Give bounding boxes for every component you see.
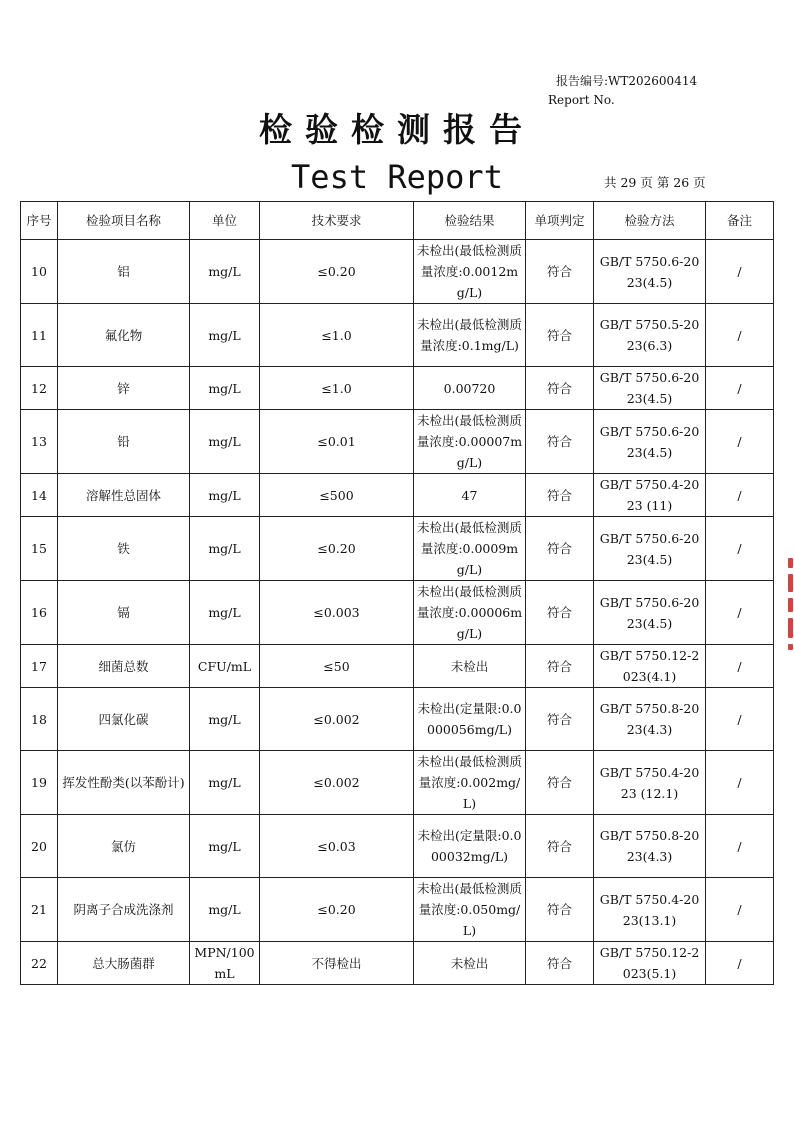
cell-requirement: ≤0.20 [260, 517, 414, 581]
cell-item: 阴离子合成洗涤剂 [58, 878, 190, 942]
cell-judgement: 符合 [526, 367, 594, 410]
cell-result: 未检出(最低检测质量浓度:0.0012mg/L) [414, 240, 526, 304]
cell-result: 未检出(最低检测质量浓度:0.00006mg/L) [414, 581, 526, 645]
report-no-label-en: Report No. [548, 93, 615, 107]
cell-method: GB/T 5750.6-2023(4.5) [594, 517, 706, 581]
cell-no: 13 [21, 410, 58, 474]
col-header-remark: 备注 [706, 202, 774, 240]
cell-unit: mg/L [190, 517, 260, 581]
cell-unit: mg/L [190, 240, 260, 304]
table-row [21, 367, 774, 410]
cell-result: 未检出(最低检测质量浓度:0.050mg/L) [414, 878, 526, 942]
cell-requirement: ≤0.20 [260, 240, 414, 304]
cell-result: 未检出(定量限:0.0000056mg/L) [414, 688, 526, 751]
cell-unit: mg/L [190, 688, 260, 751]
cell-remark: / [706, 878, 774, 942]
cell-item: 细菌总数 [58, 645, 190, 688]
col-header-unit: 单位 [190, 202, 260, 240]
cell-judgement: 符合 [526, 645, 594, 688]
cell-remark: / [706, 815, 774, 878]
table-row [21, 581, 774, 645]
cell-requirement: ≤0.003 [260, 581, 414, 645]
cell-method: GB/T 5750.8-2023(4.3) [594, 688, 706, 751]
cell-no: 18 [21, 688, 58, 751]
cell-item: 溶解性总固体 [58, 474, 190, 517]
cell-remark: / [706, 304, 774, 367]
cell-remark: / [706, 645, 774, 688]
cell-remark: / [706, 581, 774, 645]
table-header-row [21, 202, 774, 240]
cell-remark: / [706, 474, 774, 517]
cell-no: 17 [21, 645, 58, 688]
cell-judgement: 符合 [526, 240, 594, 304]
table-row [21, 517, 774, 581]
report-title-cn: 检验检测报告 [259, 110, 535, 149]
cell-no: 10 [21, 240, 58, 304]
col-header-method: 检验方法 [594, 202, 706, 240]
test-results-table [20, 201, 774, 985]
cell-method: GB/T 5750.4-2023 (12.1) [594, 751, 706, 815]
cell-remark: / [706, 942, 774, 985]
cell-item: 氟化物 [58, 304, 190, 367]
cell-judgement: 符合 [526, 304, 594, 367]
cell-requirement: ≤0.03 [260, 815, 414, 878]
cell-unit: mg/L [190, 581, 260, 645]
cell-requirement: ≤50 [260, 645, 414, 688]
cell-judgement: 符合 [526, 581, 594, 645]
cell-unit: mg/L [190, 474, 260, 517]
cell-method: GB/T 5750.6-2023(4.5) [594, 367, 706, 410]
cell-item: 四氯化碳 [58, 688, 190, 751]
cell-result: 未检出 [414, 942, 526, 985]
cell-unit: mg/L [190, 815, 260, 878]
cell-judgement: 符合 [526, 474, 594, 517]
cell-result: 0.00720 [414, 367, 526, 410]
cell-unit: MPN/100mL [190, 942, 260, 985]
cell-result: 未检出 [414, 645, 526, 688]
table-row [21, 688, 774, 751]
cell-remark: / [706, 751, 774, 815]
cell-no: 21 [21, 878, 58, 942]
cell-judgement: 符合 [526, 942, 594, 985]
cell-result: 未检出(最低检测质量浓度:0.0009mg/L) [414, 517, 526, 581]
cell-item: 挥发性酚类(以苯酚计) [58, 751, 190, 815]
col-header-requirement: 技术要求 [260, 202, 414, 240]
cell-method: GB/T 5750.8-2023(4.3) [594, 815, 706, 878]
cell-unit: mg/L [190, 878, 260, 942]
report-no-label-cn: 报告编号: [556, 74, 609, 88]
cell-method: GB/T 5750.5-2023(6.3) [594, 304, 706, 367]
cell-item: 镉 [58, 581, 190, 645]
page-info: 共 29 页 第 26 页 [604, 175, 706, 190]
cell-no: 19 [21, 751, 58, 815]
cell-judgement: 符合 [526, 517, 594, 581]
cell-judgement: 符合 [526, 751, 594, 815]
cell-no: 11 [21, 304, 58, 367]
cell-no: 15 [21, 517, 58, 581]
cell-remark: / [706, 367, 774, 410]
cell-result: 未检出(最低检测质量浓度:0.00007mg/L) [414, 410, 526, 474]
cell-item: 锌 [58, 367, 190, 410]
cell-unit: mg/L [190, 304, 260, 367]
cell-method: GB/T 5750.6-2023(4.5) [594, 410, 706, 474]
cell-unit: CFU/mL [190, 645, 260, 688]
cell-method: GB/T 5750.6-2023(4.5) [594, 240, 706, 304]
report-no-value: WT202600414 [608, 74, 698, 88]
table-row [21, 878, 774, 942]
cell-item: 铝 [58, 240, 190, 304]
table-row [21, 240, 774, 304]
table-row [21, 645, 774, 688]
cell-unit: mg/L [190, 367, 260, 410]
table-row [21, 815, 774, 878]
report-number [548, 72, 697, 110]
cell-unit: mg/L [190, 751, 260, 815]
cell-result: 未检出(最低检测质量浓度:0.002mg/L) [414, 751, 526, 815]
cell-result: 未检出(最低检测质量浓度:0.1mg/L) [414, 304, 526, 367]
cell-item: 氯仿 [58, 815, 190, 878]
cell-requirement: 不得检出 [260, 942, 414, 985]
cell-requirement: ≤1.0 [260, 367, 414, 410]
cell-result: 47 [414, 474, 526, 517]
cell-result: 未检出(定量限:0.000032mg/L) [414, 815, 526, 878]
col-header-result: 检验结果 [414, 202, 526, 240]
cell-no: 14 [21, 474, 58, 517]
cell-item: 铁 [58, 517, 190, 581]
cell-no: 12 [21, 367, 58, 410]
cell-remark: / [706, 517, 774, 581]
cell-method: GB/T 5750.4-2023(13.1) [594, 878, 706, 942]
col-header-item: 检验项目名称 [58, 202, 190, 240]
cell-requirement: ≤1.0 [260, 304, 414, 367]
cell-requirement: ≤0.01 [260, 410, 414, 474]
table-row [21, 942, 774, 985]
col-header-no: 序号 [21, 202, 58, 240]
cell-judgement: 符合 [526, 878, 594, 942]
cell-no: 16 [21, 581, 58, 645]
seal-edge-marks [786, 558, 794, 650]
report-title-en: Test Report [291, 158, 503, 196]
cell-method: GB/T 5750.12-2023(5.1) [594, 942, 706, 985]
table-row [21, 474, 774, 517]
cell-remark: / [706, 688, 774, 751]
cell-judgement: 符合 [526, 410, 594, 474]
cell-requirement: ≤500 [260, 474, 414, 517]
cell-no: 22 [21, 942, 58, 985]
cell-no: 20 [21, 815, 58, 878]
cell-method: GB/T 5750.4-2023 (11) [594, 474, 706, 517]
cell-item: 总大肠菌群 [58, 942, 190, 985]
cell-method: GB/T 5750.12-2023(4.1) [594, 645, 706, 688]
cell-judgement: 符合 [526, 815, 594, 878]
cell-judgement: 符合 [526, 688, 594, 751]
cell-requirement: ≤0.002 [260, 751, 414, 815]
table-row [21, 410, 774, 474]
col-header-judgement: 单项判定 [526, 202, 594, 240]
cell-item: 铅 [58, 410, 190, 474]
table-row [21, 304, 774, 367]
cell-method: GB/T 5750.6-2023(4.5) [594, 581, 706, 645]
cell-remark: / [706, 410, 774, 474]
cell-requirement: ≤0.002 [260, 688, 414, 751]
cell-requirement: ≤0.20 [260, 878, 414, 942]
cell-remark: / [706, 240, 774, 304]
cell-unit: mg/L [190, 410, 260, 474]
table-row [21, 751, 774, 815]
